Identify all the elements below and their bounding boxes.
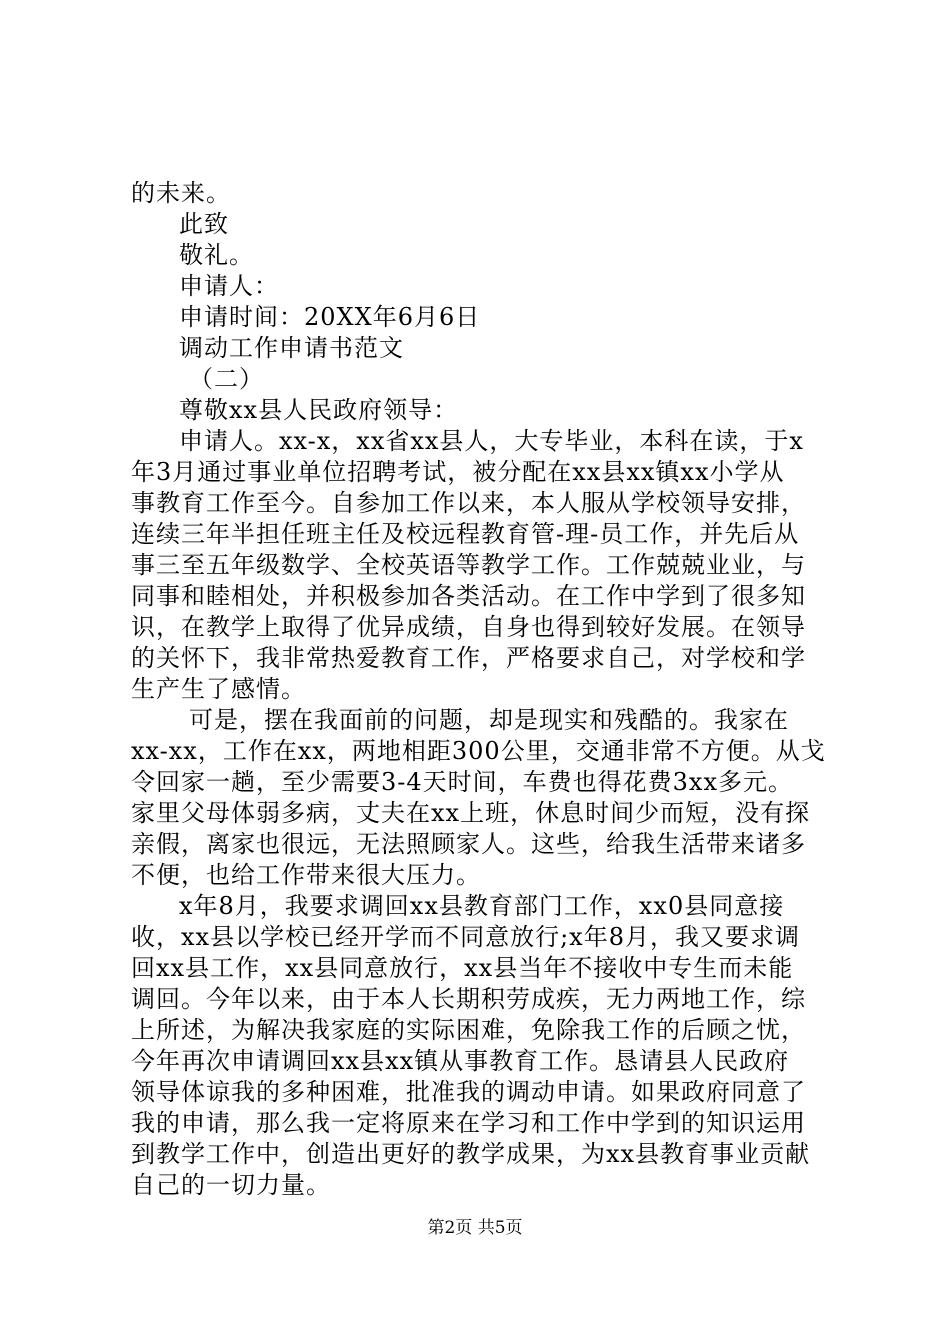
letter-greeting: 尊敬xx县人民政府领导： xyxy=(179,396,459,424)
text-line: 上所述，为解决我家庭的实际困难，免除我工作的后顾之忧， xyxy=(131,1016,806,1044)
text-line: xx-xx，工作在xx，两地相距300公里，交通非常不方便。从戈 xyxy=(131,737,826,765)
text-line: 自己的一切力量。 xyxy=(131,1171,331,1199)
text-line: 可是，摆在我面前的问题，却是现实和残酷的。我家在 xyxy=(189,706,789,734)
text-line: 识，在教学上取得了优异成绩，自身也得到较好发展。在领导 xyxy=(131,613,806,641)
closing-regards: 敬礼。 xyxy=(179,241,254,269)
text-line: 年3月通过事业单位招聘考试，被分配在xx县xx镇xx小学从 xyxy=(131,458,785,486)
page-number-footer: 第2页 共5页 xyxy=(427,1218,523,1238)
section-title: 调动工作申请书范文 xyxy=(179,334,404,362)
text-line: 今年再次申请调回xx县xx镇从事教育工作。恳请县人民政府 xyxy=(131,1047,790,1075)
section-number: （二） xyxy=(189,365,264,393)
closing-salutation: 此致 xyxy=(179,210,229,238)
text-line: 同事和睦相处，并积极参加各类活动。在工作中学到了很多知 xyxy=(131,582,806,610)
text-line: 回xx县工作，xx县同意放行，xx县当年不接收中专生而未能 xyxy=(131,954,794,982)
text-line: 亲假，离家也很远，无法照顾家人。这些，给我生活带来诸多 xyxy=(131,830,806,858)
text-line: 我的申请，那么我一定将原来在学习和工作中学到的知识运用 xyxy=(131,1109,806,1137)
text-line: 的关怀下，我非常热爱教育工作，严格要求自己，对学校和学 xyxy=(131,644,806,672)
text-line: 的未来。 xyxy=(131,179,231,207)
applicant-label: 申请人： xyxy=(179,272,279,300)
application-date: 申请时间：20XX年6月6日 xyxy=(179,303,481,331)
text-line: 生产生了感情。 xyxy=(131,675,306,703)
text-line: 领导体谅我的多种困难，批准我的调动申请。如果政府同意了 xyxy=(131,1078,806,1106)
text-line: 收，xx县以学校已经开学而不同意放行;x年8月，我又要求调 xyxy=(131,923,800,951)
text-line: 到教学工作中，创造出更好的教学成果，为xx县教育事业贡献 xyxy=(131,1140,811,1168)
text-line: 申请人。xx-x，xx省xx县人，大专毕业，本科在读，于x xyxy=(179,427,804,455)
text-line: x年8月，我要求调回xx县教育部门工作，xx0县同意接 xyxy=(179,892,785,920)
text-line: 事三至五年级数学、全校英语等教学工作。工作兢兢业业，与 xyxy=(131,551,806,579)
text-line: 事教育工作至今。自参加工作以来，本人服从学校领导安排， xyxy=(131,489,806,517)
text-line: 调回。今年以来，由于本人长期积劳成疾，无力两地工作，综 xyxy=(131,985,806,1013)
text-line: 家里父母体弱多病，丈夫在xx上班，休息时间少而短，没有探 xyxy=(131,799,811,827)
text-line: 连续三年半担任班主任及校远程教育管-理-员工作，并先后从 xyxy=(131,520,800,548)
text-line: 不便，也给工作带来很大压力。 xyxy=(131,861,481,889)
text-line: 令回家一趟，至少需要3-4天时间，车费也得花费3xx多元。 xyxy=(131,768,793,796)
